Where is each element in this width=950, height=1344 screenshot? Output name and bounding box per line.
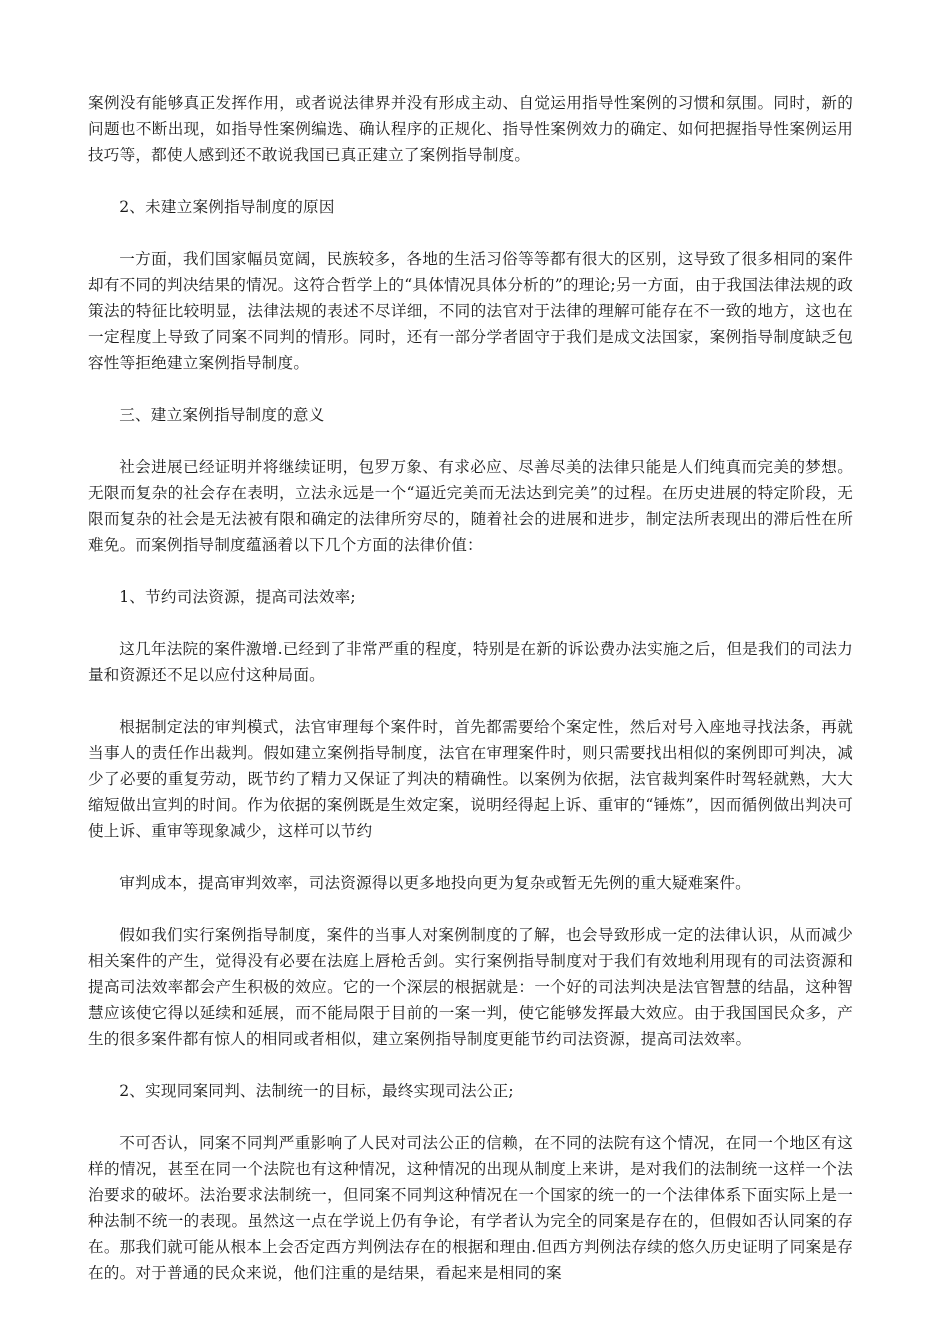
paragraph-trial-model: 根据制定法的审判模式，法官审理每个案件时，首先都需要给个案定性，然后对号入座地寻找法条，再就当事人的责任作出裁判。假如建立案例指导制度，法官在审理案件时，则只需要找出相似的案例即可判决，减少了必要的重复劳动，既节约了精力又保证了判决的精确性。以案例为依据，法官裁判案件时驾轻就熟，大大缩短做出宣判的时间。作为依据的案例既是生效定案，说明经得起上诉、重审的“锤炼”，因而循例做出判决可使上诉、重审等现象减少，这样可以节约 [88, 718, 853, 840]
paragraph-reasons: 一方面，我们国家幅员宽阔，民族较多，各地的生活习俗等等都有很大的区别，这导致了很多相同的案件却有不同的判决结果的情况。这符合哲学上的“具体情况具体分析的”的理论;另一方面，由于我国法律法规的政策法的特征比较明显，法律法规的表述不尽详细，不同的法官对于法律的理解可能存在不一致的地方，这也在一定程度上导致了同案不同判的情形。同时，还有一部分学者固守于我们是成文法国家，案例指导制度缺乏包容性等拒绝建立案例指导制度。 [88, 250, 853, 372]
paragraph-continuation: 案例没有能够真正发挥作用，或者说法律界并没有形成主动、自觉运用指导性案例的习惯和氛围。同时，新的问题也不断出现，如指导性案例编选、确认程序的正规化、指导性案例效力的确定、如何把握指导性案例运用技巧等，都使人感到还不敢说我国已真正建立了案例指导制度。 [88, 94, 853, 164]
document-page [88, 90, 853, 1312]
paragraph-significance: 社会进展已经证明并将继续证明，包罗万象、有求必应、尽善尽美的法律只能是人们纯真而完美的梦想。无限而复杂的社会存在表明，立法永远是一个“逼近完美而无法达到完美”的过程。在历史进展的特定阶段，无限而复杂的社会是无法被有限和确定的法律所穷尽的，随着社会的进展和进步，制定法所表现出的滞后性在所难免。而案例指导制度蕴涵着以下几个方面的法律价值： [88, 458, 853, 554]
paragraph-case-guidance-effect: 假如我们实行案例指导制度，案件的当事人对案例制度的了解，也会导致形成一定的法律认识，从而减少相关案件的产生，觉得没有必要在法庭上唇枪舌剑。实行案例指导制度对于我们有效地利用现有的司法资源和提高司法效率都会产生积极的效应。它的一个深层的根据就是：一个好的司法判决是法官智慧的结晶，这种智慧应该使它得以延续和延展，而不能局限于目前的一案一判，使它能够发挥最大效应。由于我国国民众多，产生的很多案件都有惊人的相同或者相似，建立案例指导制度更能节约司法资源，提高司法效率。 [88, 926, 853, 1048]
subheading-uniform-judgment: 2、实现同案同判、法制统一的目标，最终实现司法公正; [119, 1082, 514, 1100]
section-heading-reasons: 2、未建立案例指导制度的原因 [119, 198, 335, 216]
subheading-judicial-resources: 1、节约司法资源，提高司法效率; [119, 588, 356, 606]
section-heading-significance: 三、建立案例指导制度的意义 [119, 406, 325, 424]
paragraph-uniform-judgment: 不可否认，同案不同判严重影响了人民对司法公正的信赖，在不同的法院有这个情况，在同一个地区有这样的情况，甚至在同一个法院也有这种情况，这种情况的出现从制度上来讲，是对我们的法制统一这样一个法治要求的破坏。法治要求法制统一，但同案不同判这种情况在一个国家的统一的一个法律体系下面实际上是一种法制不统一的表现。虽然这一点在学说上仍有争论，有学者认为完全的同案是存在的，但假如否认同案的存在。那我们就可能从根本上会否定西方判例法存在的根据和理由.但西方判例法存续的悠久历史证明了同案是存在的。对于普通的民众来说，他们注重的是结果，看起来是相同的案 [88, 1134, 853, 1282]
paragraph-trial-cost: 审判成本，提高审判效率，司法资源得以更多地投向更为复杂或暂无先例的重大疑难案件。 [119, 874, 751, 892]
paragraph-caseload: 这几年法院的案件激增.已经到了非常严重的程度，特别是在新的诉讼费办法实施之后，但是我们的司法力量和资源还不足以应付这种局面。 [88, 640, 853, 684]
